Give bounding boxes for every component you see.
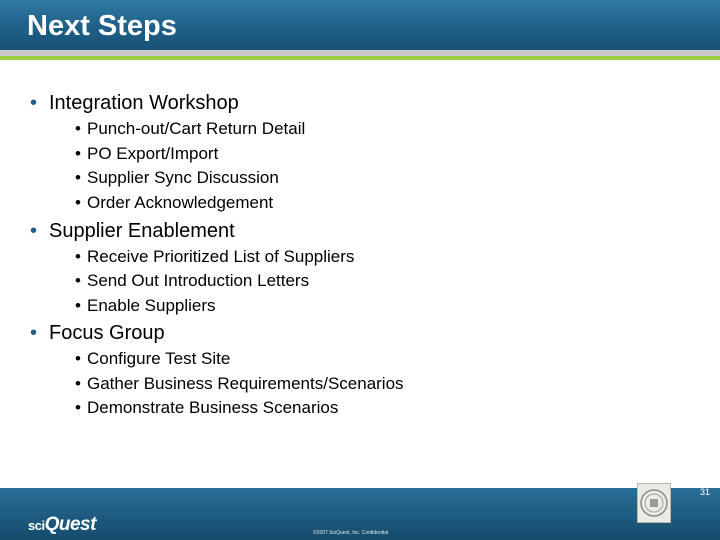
list-item — [75, 373, 404, 395]
section-heading-supplier-enablement — [30, 219, 235, 243]
bullet-icon: • — [30, 220, 38, 242]
slide-title: Next Steps — [27, 10, 177, 42]
bullet-icon: • — [75, 168, 81, 187]
bullet-icon: • — [75, 247, 81, 266]
list-item — [75, 246, 354, 268]
page-number: 31 — [700, 487, 711, 497]
list-item-text: Receive Prioritized List of Suppliers — [87, 247, 355, 266]
list-item — [75, 348, 230, 370]
bullet-icon: • — [75, 144, 81, 163]
title-rule-green — [0, 56, 720, 60]
logo-main: Quest — [44, 514, 96, 535]
seal-icon — [637, 483, 671, 523]
bullet-icon: • — [30, 322, 38, 344]
bullet-icon: • — [75, 374, 81, 393]
bullet-icon: • — [75, 398, 81, 417]
section-heading-text: Integration Workshop — [49, 92, 239, 114]
list-item — [75, 118, 305, 140]
section-heading-integration-workshop — [30, 91, 239, 115]
list-item-text: Demonstrate Business Scenarios — [87, 398, 339, 417]
bullet-icon: • — [75, 119, 81, 138]
list-item-text: Order Acknowledgement — [87, 193, 274, 212]
list-item-text: Punch-out/Cart Return Detail — [87, 119, 306, 138]
bullet-icon: • — [75, 193, 81, 212]
list-item-text: Gather Business Requirements/Scenarios — [87, 374, 404, 393]
bullet-icon: • — [75, 271, 81, 290]
list-item — [75, 397, 338, 419]
list-item — [75, 192, 273, 214]
copyright-notice: ©2007 SciQuest, Inc. Confidential — [313, 530, 389, 536]
bullet-icon: • — [75, 349, 81, 368]
list-item — [75, 270, 309, 292]
bullet-icon: • — [30, 92, 38, 114]
list-item — [75, 167, 279, 189]
list-item — [75, 295, 216, 317]
section-heading-text: Supplier Enablement — [49, 220, 235, 242]
bullet-icon: • — [75, 296, 81, 315]
list-item-text: Send Out Introduction Letters — [87, 271, 310, 290]
list-item — [75, 143, 218, 165]
logo-prefix: sci — [28, 518, 45, 533]
list-item-text: Configure Test Site — [87, 349, 231, 368]
title-bar — [0, 0, 720, 50]
section-heading-focus-group — [30, 321, 165, 345]
list-item-text: Enable Suppliers — [87, 296, 216, 315]
list-item-text: Supplier Sync Discussion — [87, 168, 279, 187]
list-item-text: PO Export/Import — [87, 144, 219, 163]
section-heading-text: Focus Group — [49, 322, 165, 344]
sciquest-logo — [28, 514, 96, 537]
